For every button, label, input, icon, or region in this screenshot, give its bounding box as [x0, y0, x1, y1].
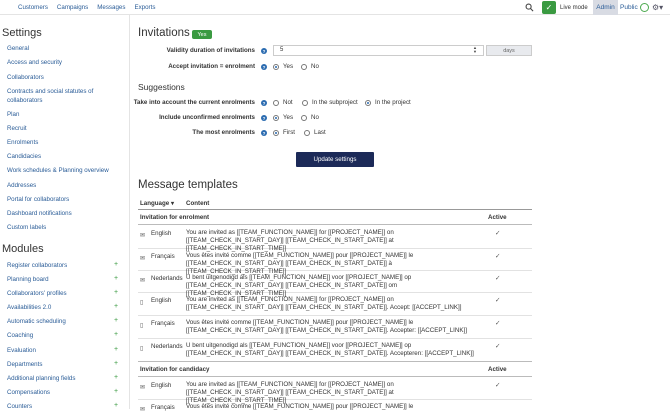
mail-icon: ✉ — [140, 385, 146, 391]
check-icon: ✓ — [495, 297, 501, 304]
sidebar-item-plan[interactable]: Plan — [7, 111, 20, 118]
help-icon[interactable]: ? — [262, 48, 266, 54]
modules-title: Modules — [2, 243, 44, 255]
help-icon[interactable]: ? — [262, 100, 266, 106]
row-language: Français — [151, 253, 175, 260]
accept-yes-label: Yes — [283, 63, 294, 70]
sidebar-item-addresses[interactable]: Addresses — [7, 182, 37, 189]
validity-label: Validity duration of invitations — [166, 47, 255, 54]
row-language: Nederlands — [151, 343, 183, 350]
sidebar-module-register[interactable]: Register collaborators — [7, 262, 68, 269]
sidebar-item-portal[interactable]: Portal for collaborators — [7, 196, 70, 203]
unconfirmed-label: Include unconfirmed enrolments — [159, 114, 255, 121]
phone-icon: ▯ — [140, 300, 144, 306]
table-row[interactable] — [138, 226, 532, 252]
plus-icon[interactable]: + — [114, 374, 119, 381]
sidebar-item-custom-labels[interactable]: Custom labels — [7, 224, 47, 231]
column-active: Active — [488, 366, 507, 373]
sidebar-module-availabilities[interactable]: Availabilities 2.0 — [7, 304, 52, 311]
plus-icon[interactable]: + — [114, 317, 119, 324]
status-circle-icon — [640, 3, 649, 12]
row-content: You are invited as [[TEAM_FUNCTION_NAME]] for [[PROJECT_NAME]] on [[TEAM_CHECK_IN_START_DAY]] [[TEAM_CHECK_IN_START_DATE]] at [[TEAM_CHECK_IN_START_TIME]] — [186, 381, 394, 404]
current-not-radio[interactable] — [273, 100, 279, 106]
sidebar-module-coaching[interactable]: Coaching — [7, 332, 34, 339]
public-tab[interactable]: Public — [620, 4, 638, 11]
check-icon: ✓ — [495, 320, 501, 327]
most-last-radio[interactable] — [304, 130, 310, 136]
row-language: English — [151, 230, 172, 237]
plus-icon[interactable]: + — [114, 331, 119, 338]
row-content: You are invited as [[TEAM_FUNCTION_NAME]] for [[PROJECT_NAME]] on [[TEAM_CHECK_IN_START_DAY]] [[TEAM_CHECK_IN_START_DATE]]. Accept: [[ACCEPT_LINK]] — [186, 296, 462, 311]
column-content: Content — [186, 200, 210, 207]
most-last-label: Last — [314, 129, 326, 136]
sidebar — [0, 15, 130, 409]
nav-campaigns[interactable]: Campaigns — [56, 4, 89, 11]
plus-icon[interactable]: + — [114, 402, 119, 409]
check-icon: ✓ — [495, 230, 501, 237]
sidebar-module-profiles[interactable]: Collaborators' profiles — [7, 290, 67, 297]
invitations-title: Invitations — [138, 27, 190, 39]
invitations-toggle[interactable]: Yes — [192, 30, 212, 39]
check-icon: ✓ — [495, 382, 501, 389]
sidebar-item-access[interactable]: Access and security — [7, 59, 63, 66]
current-project-label: In the project — [375, 99, 411, 106]
plus-icon[interactable]: + — [114, 275, 119, 282]
column-language-label: Language — [140, 200, 170, 207]
accept-no-label: No — [311, 63, 319, 70]
nav-customers[interactable]: Customers — [18, 4, 48, 11]
row-language: Français — [151, 404, 175, 411]
top-bar — [0, 0, 670, 15]
mail-icon: ✉ — [140, 256, 146, 262]
mail-icon: ✉ — [140, 233, 146, 239]
sidebar-item-enrolments[interactable]: Enrolments — [7, 139, 39, 146]
sidebar-item-notifications[interactable]: Dashboard notifications — [7, 210, 72, 217]
help-icon[interactable]: ? — [262, 130, 266, 136]
sidebar-item-recruit[interactable]: Recruit — [7, 125, 27, 132]
check-icon: ✓ — [495, 343, 501, 350]
table-row[interactable] — [138, 400, 532, 413]
current-subproject-radio[interactable] — [302, 100, 308, 106]
plus-icon[interactable]: + — [114, 360, 119, 367]
phone-icon: ▯ — [140, 346, 144, 352]
current-subproject-label: In the subproject — [312, 99, 358, 106]
templates-table-header — [138, 197, 532, 210]
table-row[interactable] — [138, 339, 532, 362]
mail-icon: ✉ — [140, 278, 146, 284]
nav-exports[interactable]: Exports — [134, 4, 156, 11]
sort-down-icon: ▾ — [170, 200, 175, 207]
section-title: Invitation for candidacy — [140, 366, 210, 373]
live-mode-toggle[interactable] — [541, 0, 590, 15]
phone-icon: ▯ — [140, 323, 144, 329]
sidebar-module-automatic-scheduling[interactable]: Automatic scheduling — [7, 318, 66, 325]
row-language: English — [151, 297, 172, 304]
sidebar-item-candidacies[interactable]: Candidacies — [7, 153, 42, 160]
mail-icon: ✉ — [140, 407, 146, 413]
row-language: English — [151, 382, 172, 389]
check-icon: ✓ — [495, 253, 501, 260]
sidebar-item-collaborators[interactable]: Collaborators — [7, 74, 44, 81]
unconfirmed-yes-radio[interactable] — [273, 115, 279, 121]
most-enrolments-label: The most enrolments — [192, 129, 255, 136]
help-icon[interactable]: ? — [262, 64, 266, 70]
current-not-label: Not — [283, 99, 293, 106]
check-icon: ✓ — [542, 1, 556, 14]
days-suffix: days — [486, 45, 532, 56]
row-language: Nederlands — [151, 275, 183, 282]
accept-label: Accept invitation = enrolment — [168, 63, 255, 70]
search-icon[interactable] — [525, 3, 534, 12]
gear-icon[interactable]: ⚙▾ — [652, 3, 664, 12]
row-content: Vous êtes invité comme [[TEAM_FUNCTION_NAME]] pour [[PROJECT_NAME]] le — [186, 403, 414, 410]
table-row[interactable] — [138, 293, 532, 316]
column-active: Active — [488, 214, 507, 221]
help-icon[interactable]: ? — [262, 115, 266, 121]
plus-icon[interactable]: + — [114, 388, 119, 395]
suggestions-title: Suggestions — [138, 82, 185, 92]
row-content: U bent uitgenodigd als [[TEAM_FUNCTION_NAME]] voor [[PROJECT_NAME]] op [[TEAM_CHECK_IN_START_DAY]] [[TEAM_CHECK_IN_START_DATE]]. Accepteren: [[ACCEPT_LINK]] — [186, 342, 474, 357]
unconfirmed-no-label: No — [311, 114, 319, 121]
row-content: Vous êtes invité comme [[TEAM_FUNCTION_NAME]] pour [[PROJECT_NAME]] le [[TEAM_CHECK_IN_START_DAY]] [[TEAM_CHECK_IN_START_DATE]]. Accepter: [[ACCEPT_LINK]] — [186, 319, 467, 334]
live-mode-label: Live mode — [560, 4, 588, 11]
sidebar-module-planning-board[interactable]: Planning board — [7, 276, 49, 283]
validity-input[interactable]: 5 — [273, 45, 484, 56]
row-content: Vous êtes invité comme [[TEAM_FUNCTION_NAME]] pour [[PROJECT_NAME]] le [[TEAM_CHECK_IN_START_DAY]] [[TEAM_CHECK_IN_START_DATE]] à [[TEAM_CHECK_IN_START_TIME]] — [186, 252, 414, 275]
plus-icon[interactable]: + — [114, 303, 119, 310]
column-language[interactable] — [140, 200, 174, 207]
accept-no-radio[interactable] — [301, 64, 307, 70]
table-row[interactable] — [138, 316, 532, 339]
sidebar-item-contracts[interactable]: Contracts and social statutes of collaborators — [7, 88, 94, 104]
table-row[interactable] — [138, 271, 532, 297]
row-content: U bent uitgenodigd als [[TEAM_FUNCTION_NAME]] voor [[PROJECT_NAME]] op [[TEAM_CHECK_IN_START_DAY]] [[TEAM_CHECK_IN_START_DATE]] om [[TEAM_CHECK_IN_START_TIME]] — [186, 274, 412, 297]
spinner-icon[interactable]: ▲ ▼ — [473, 45, 477, 54]
settings-title: Settings — [2, 27, 42, 39]
admin-tab[interactable]: Admin — [593, 0, 618, 15]
top-nav — [18, 4, 155, 11]
section-invitation-candidacy — [138, 363, 532, 377]
plus-icon[interactable]: + — [114, 346, 119, 353]
row-language: Français — [151, 320, 175, 327]
row-content: You are invited as [[TEAM_FUNCTION_NAME]] for [[PROJECT_NAME]] on [[TEAM_CHECK_IN_START_DAY]] [[TEAM_CHECK_IN_START_DATE]] at [[TEAM_CHECK_IN_START_TIME]] — [186, 229, 394, 252]
unconfirmed-no-radio[interactable] — [301, 115, 307, 121]
plus-icon[interactable]: + — [114, 261, 119, 268]
plus-icon[interactable]: + — [114, 289, 119, 296]
update-settings-button[interactable]: Update settings — [296, 152, 374, 167]
sidebar-item-work-schedules[interactable]: Work schedules & Planning overview — [7, 167, 109, 174]
table-row[interactable] — [138, 249, 532, 275]
unconfirmed-yes-label: Yes — [283, 114, 294, 121]
current-enrolments-label: Take into account the current enrolments — [133, 99, 255, 106]
message-templates-title: Message templates — [138, 179, 238, 191]
sidebar-module-compensations[interactable]: Compensations — [7, 389, 50, 396]
sidebar-module-evaluation[interactable]: Evaluation — [7, 347, 36, 354]
sidebar-item-general[interactable]: General — [7, 45, 30, 52]
current-project-radio[interactable] — [365, 100, 371, 106]
most-first-radio[interactable] — [273, 130, 279, 136]
table-row[interactable] — [138, 378, 532, 404]
accept-yes-radio[interactable] — [273, 64, 279, 70]
sidebar-module-counters[interactable]: Counters — [7, 403, 33, 410]
section-invitation-enrolment — [138, 211, 532, 225]
most-first-label: First — [283, 129, 296, 136]
sidebar-module-departments[interactable]: Departments — [7, 361, 43, 368]
check-icon: ✓ — [495, 275, 501, 282]
sidebar-module-additional-fields[interactable]: Additional planning fields — [7, 375, 76, 382]
section-title: Invitation for enrolment — [140, 214, 210, 221]
nav-messages[interactable]: Messages — [97, 4, 126, 11]
